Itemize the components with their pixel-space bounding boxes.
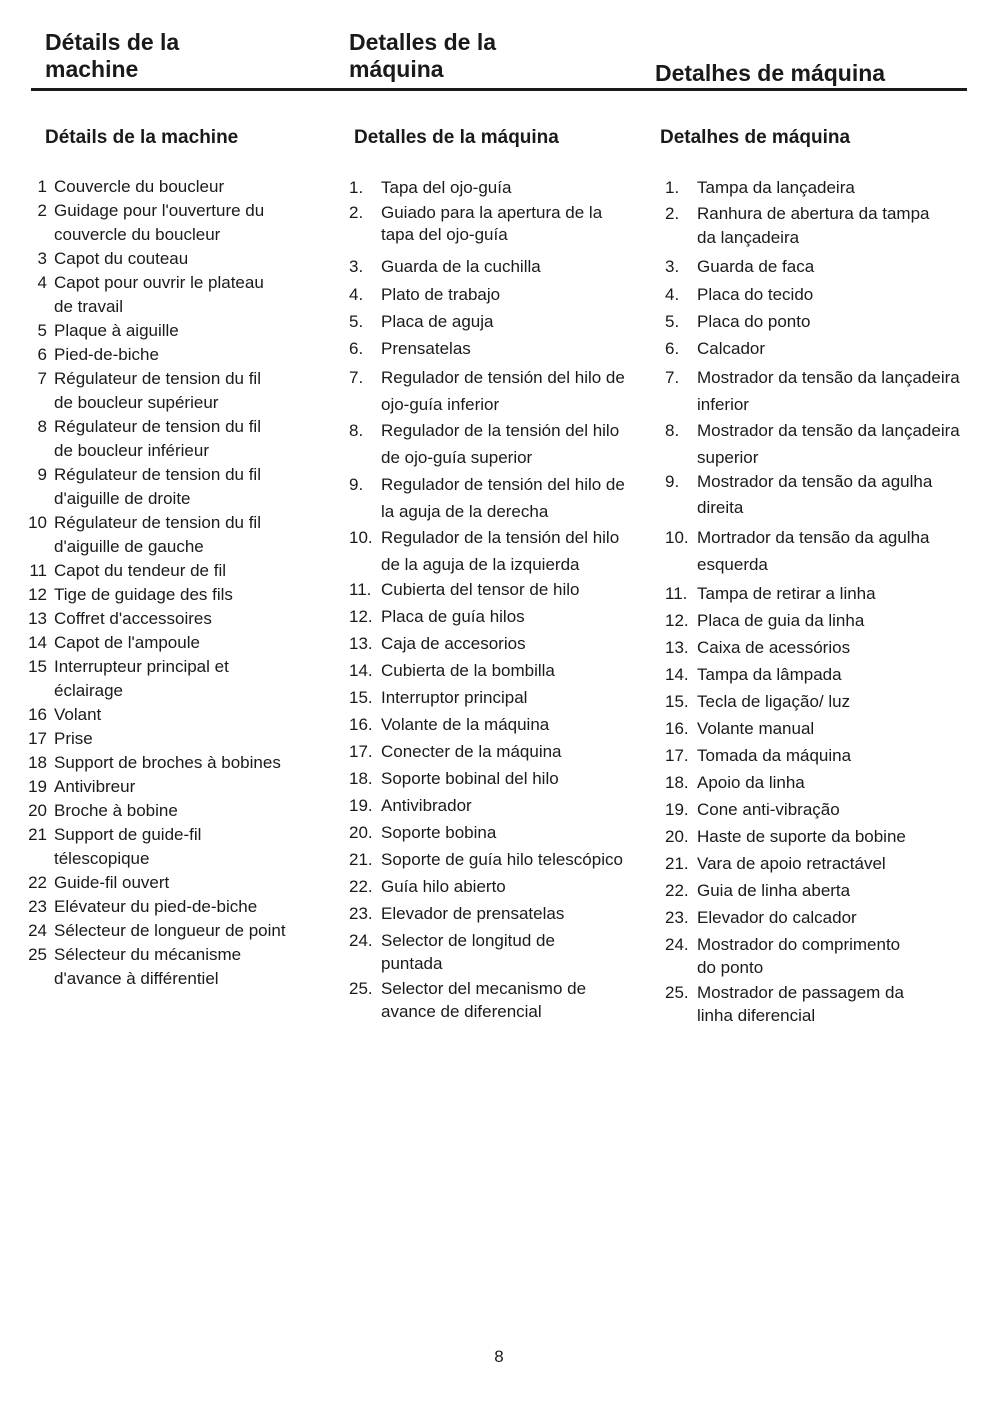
item-label: Ranhura de abertura da tampa da lançadeira — [697, 204, 930, 247]
item-label: Volante manual — [697, 719, 815, 738]
item-label: Régulateur de tension du fil d'aiguille de gauche — [54, 513, 261, 556]
item-number: 22. — [349, 877, 373, 896]
item-label: Régulateur de tension du fil de boucleur inférieur — [54, 417, 261, 460]
item-number: 4. — [665, 285, 680, 304]
item-label: Elevador de prensatelas — [381, 904, 565, 923]
item-number: 18. — [349, 769, 373, 788]
item-label: Placa de guia da linha — [697, 611, 865, 630]
item-number: 25. — [349, 979, 373, 998]
item-number: 8 — [37, 417, 47, 436]
item-number: 15. — [349, 688, 373, 707]
item-label: Mostrador de passagem da linha diferencial — [697, 983, 904, 1025]
item-number: 22. — [665, 881, 689, 900]
item-number: 6 — [37, 345, 47, 364]
item-number: 12. — [665, 611, 689, 630]
item-number: 22 — [28, 873, 47, 892]
item-label: Pied-de-biche — [54, 345, 159, 364]
item-number: 11 — [29, 561, 47, 580]
item-number: 2. — [665, 204, 680, 223]
item-label: Prise — [54, 729, 93, 748]
item-number: 21. — [665, 854, 689, 873]
item-label: Regulador de tensión del hilo de la aguja de la derecha — [381, 475, 625, 521]
item-label: Selector de longitud de puntada — [381, 931, 555, 973]
item-label: Soporte de guía hilo telescópico — [381, 850, 623, 869]
item-number: 20 — [28, 801, 47, 820]
item-label: Volant — [54, 705, 102, 724]
item-number: 17 — [28, 729, 47, 748]
item-label: Calcador — [697, 339, 766, 358]
item-label: Tampa da lançadeira — [697, 178, 855, 197]
item-label: Support de guide-fil télescopique — [54, 825, 202, 868]
item-label: Sélecteur du mécanisme d'avance à différentiel — [54, 945, 242, 988]
item-number: 17. — [349, 742, 373, 761]
item-number: 7. — [349, 368, 364, 387]
item-number: 19. — [665, 800, 689, 819]
item-label: Soporte bobinal del hilo — [381, 769, 559, 788]
item-number: 3 — [37, 249, 47, 268]
item-label: Cubierta de la bombilla — [381, 661, 555, 680]
item-label: Capot de l'ampoule — [54, 633, 200, 652]
item-label: Guia de linha aberta — [697, 881, 851, 900]
item-label: Antivibrador — [381, 796, 472, 815]
item-number: 21 — [28, 825, 47, 844]
item-number: 15. — [665, 692, 689, 711]
item-number: 15 — [28, 657, 47, 676]
item-label: Capot du tendeur de fil — [54, 561, 227, 580]
item-number: 20. — [665, 827, 689, 846]
item-number: 5. — [665, 312, 680, 331]
item-number: 19 — [28, 777, 47, 796]
item-label: Volante de la máquina — [381, 715, 550, 734]
item-number: 1. — [349, 178, 364, 197]
item-number: 8. — [349, 421, 364, 440]
item-label: Régulateur de tension du fil de boucleur supérieur — [54, 369, 261, 412]
item-label: Conecter de la máquina — [381, 742, 562, 761]
item-label: Mostrador da tensão da agulha direita — [697, 472, 933, 517]
item-label: Guidage pour l'ouverture du couvercle du boucleur — [54, 201, 265, 244]
header-title-spanish: Detalles de la máquina — [349, 29, 497, 82]
item-number: 14. — [665, 665, 689, 684]
item-number: 1. — [665, 178, 680, 197]
item-label: Selector del mecanismo de avance de diferencial — [381, 979, 587, 1021]
item-label: Interruptor principal — [381, 688, 528, 707]
item-number: 13. — [349, 634, 373, 653]
item-number: 5 — [37, 321, 47, 340]
item-number: 14. — [349, 661, 373, 680]
page-number: 8 — [494, 1347, 504, 1366]
item-number: 20. — [349, 823, 373, 842]
item-number: 11. — [665, 584, 688, 603]
item-number: 8. — [665, 421, 680, 440]
item-label: Plaque à aiguille — [54, 321, 179, 340]
item-number: 25 — [28, 945, 47, 964]
item-number: 24 — [28, 921, 47, 940]
item-number: 10. — [349, 528, 373, 547]
item-label: Prensatelas — [381, 339, 471, 358]
item-number: 6. — [349, 339, 364, 358]
item-label: Interrupteur principal et éclairage — [54, 657, 229, 700]
item-number: 23. — [665, 908, 689, 927]
item-label: Cone anti-vibração — [697, 800, 840, 819]
item-number: 19. — [349, 796, 373, 815]
item-label: Tecla de ligação/ luz — [697, 692, 851, 711]
item-number: 9. — [665, 472, 680, 491]
item-number: 23 — [28, 897, 47, 916]
item-label: Vara de apoio retractável — [697, 854, 886, 873]
item-number: 1 — [37, 177, 47, 196]
item-label: Regulador de tensión del hilo de ojo-guía inferior — [381, 368, 625, 414]
item-number: 6. — [665, 339, 680, 358]
item-label: Placa do tecido — [697, 285, 814, 304]
item-label: Guarda de faca — [697, 257, 815, 276]
item-number: 13 — [28, 609, 47, 628]
item-label: Haste de suporte da bobine — [697, 827, 906, 846]
item-label: Broche à bobine — [54, 801, 178, 820]
item-number: 11. — [349, 580, 372, 599]
item-label: Tige de guidage des fils — [54, 585, 233, 604]
item-label: Mostrador da tensão da lançadeira inferior — [697, 368, 960, 414]
item-label: Cubierta del tensor de hilo — [381, 580, 580, 599]
item-label: Tampa da lâmpada — [697, 665, 842, 684]
item-label: Elevador do calcador — [697, 908, 857, 927]
header-divider — [31, 88, 967, 91]
item-number: 10 — [28, 513, 47, 532]
item-number: 23. — [349, 904, 373, 923]
section-title-spanish: Detalles de la máquina — [354, 127, 559, 148]
item-label: Placa do ponto — [697, 312, 811, 331]
item-label: Tampa de retirar a linha — [697, 584, 876, 603]
item-number: 9 — [37, 465, 47, 484]
item-number: 4 — [37, 273, 47, 292]
item-number: 16. — [349, 715, 373, 734]
item-number: 9. — [349, 475, 364, 494]
item-label: Tapa del ojo-guía — [381, 178, 512, 197]
item-number: 18 — [28, 753, 47, 772]
item-number: 12. — [349, 607, 373, 626]
item-number: 13. — [665, 638, 689, 657]
item-number: 24. — [349, 931, 373, 950]
item-number: 21. — [349, 850, 373, 869]
item-number: 14 — [28, 633, 47, 652]
item-label: Guiado para la apertura de la tapa del ojo-guía — [381, 203, 603, 244]
item-label: Placa de guía hilos — [381, 607, 525, 626]
item-label: Apoio da linha — [697, 773, 805, 792]
item-number: 3. — [665, 257, 680, 276]
item-number: 7 — [37, 369, 47, 388]
item-number: 2. — [349, 203, 364, 222]
item-label: Guía hilo abierto — [381, 877, 506, 896]
item-label: Plato de trabajo — [381, 285, 501, 304]
item-label: Couvercle du boucleur — [54, 177, 225, 196]
item-number: 2 — [37, 201, 47, 220]
item-label: Elévateur du pied-de-biche — [54, 897, 258, 916]
item-number: 16 — [28, 705, 47, 724]
item-label: Mortrador da tensão da agulha esquerda — [697, 528, 930, 574]
item-label: Sélecteur de longueur de point — [54, 921, 286, 940]
item-label: Antivibreur — [54, 777, 136, 796]
item-number: 25. — [665, 983, 689, 1002]
item-number: 10. — [665, 528, 689, 547]
item-number: 16. — [665, 719, 689, 738]
item-label: Guide-fil ouvert — [54, 873, 170, 892]
item-label: Coffret d'accessoires — [54, 609, 212, 628]
item-label: Regulador de la tensión del hilo de la aguja de la izquierda — [381, 528, 620, 574]
item-label: Mostrador do comprimento do ponto — [697, 935, 901, 977]
header-title-portuguese: Detalhes de máquina — [655, 60, 886, 86]
item-label: Régulateur de tension du fil d'aiguille de droite — [54, 465, 261, 508]
item-number: 5. — [349, 312, 364, 331]
item-number: 18. — [665, 773, 689, 792]
item-label: Capot du couteau — [54, 249, 189, 268]
item-label: Capot pour ouvrir le plateau de travail — [54, 273, 264, 316]
item-label: Guarda de la cuchilla — [381, 257, 541, 276]
section-title-french: Détails de la machine — [45, 127, 239, 148]
header-title-french: Détails de la machine — [45, 29, 180, 82]
item-label: Tomada da máquina — [697, 746, 852, 765]
item-label: Placa de aguja — [381, 312, 494, 331]
item-number: 4. — [349, 285, 364, 304]
item-label: Caixa de acessórios — [697, 638, 851, 657]
item-number: 24. — [665, 935, 689, 954]
item-number: 7. — [665, 368, 680, 387]
item-label: Regulador de la tensión del hilo de ojo-guía superior — [381, 421, 620, 467]
item-label: Mostrador da tensão da lançadeira superior — [697, 421, 960, 467]
item-label: Support de broches à bobines — [54, 753, 281, 772]
section-title-portuguese: Detalhes de máquina — [660, 127, 851, 148]
item-number: 3. — [349, 257, 364, 276]
item-label: Soporte bobina — [381, 823, 497, 842]
item-number: 12 — [28, 585, 47, 604]
item-number: 17. — [665, 746, 689, 765]
item-label: Caja de accesorios — [381, 634, 526, 653]
